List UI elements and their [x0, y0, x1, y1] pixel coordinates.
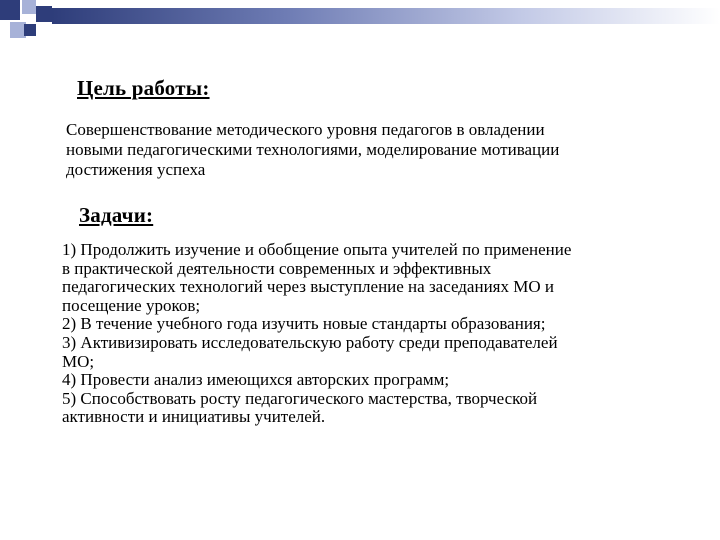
list-item [62, 315, 571, 334]
task-line: МО; [62, 351, 95, 371]
tasks-heading: Задачи: [79, 203, 154, 227]
task-line: педагогических технологий через выступление на заседаниях МО и [62, 277, 554, 297]
list-item [62, 390, 571, 427]
header-gradient-band [52, 8, 720, 24]
goal-text [66, 120, 559, 180]
task-line: 2) В течение учебного года изучить новые стандарты образования; [62, 314, 546, 334]
task-line: в практической деятельности современных и эффективных [62, 258, 492, 278]
goal-line: новыми педагогическими технологиями, моделирование мотивации [66, 140, 560, 159]
task-line: 5) Способствовать росту педагогического мастерства, творческой [62, 388, 538, 408]
list-item [62, 241, 571, 315]
task-line: посещение уроков; [62, 295, 201, 315]
tasks-list [62, 241, 571, 427]
corner-square-dark [0, 0, 20, 20]
corner-square-dark [24, 24, 36, 36]
list-item [62, 371, 571, 390]
corner-square-dark [36, 6, 52, 22]
goal-heading: Цель работы: [77, 76, 210, 100]
goal-line: достижения успеха [66, 160, 206, 179]
task-line: 4) Провести анализ имеющихся авторских программ; [62, 370, 450, 390]
task-line: 1) Продолжить изучение и обобщение опыта учителей по применение [62, 240, 572, 259]
corner-square-light [22, 0, 36, 14]
task-line: 3) Активизировать исследовательскую работу среди преподавателей [62, 332, 558, 352]
task-line: активности и инициативы учителей. [62, 407, 326, 427]
goal-line: Совершенствование методического уровня педагогов в овладении [66, 120, 545, 139]
list-item [62, 334, 571, 371]
